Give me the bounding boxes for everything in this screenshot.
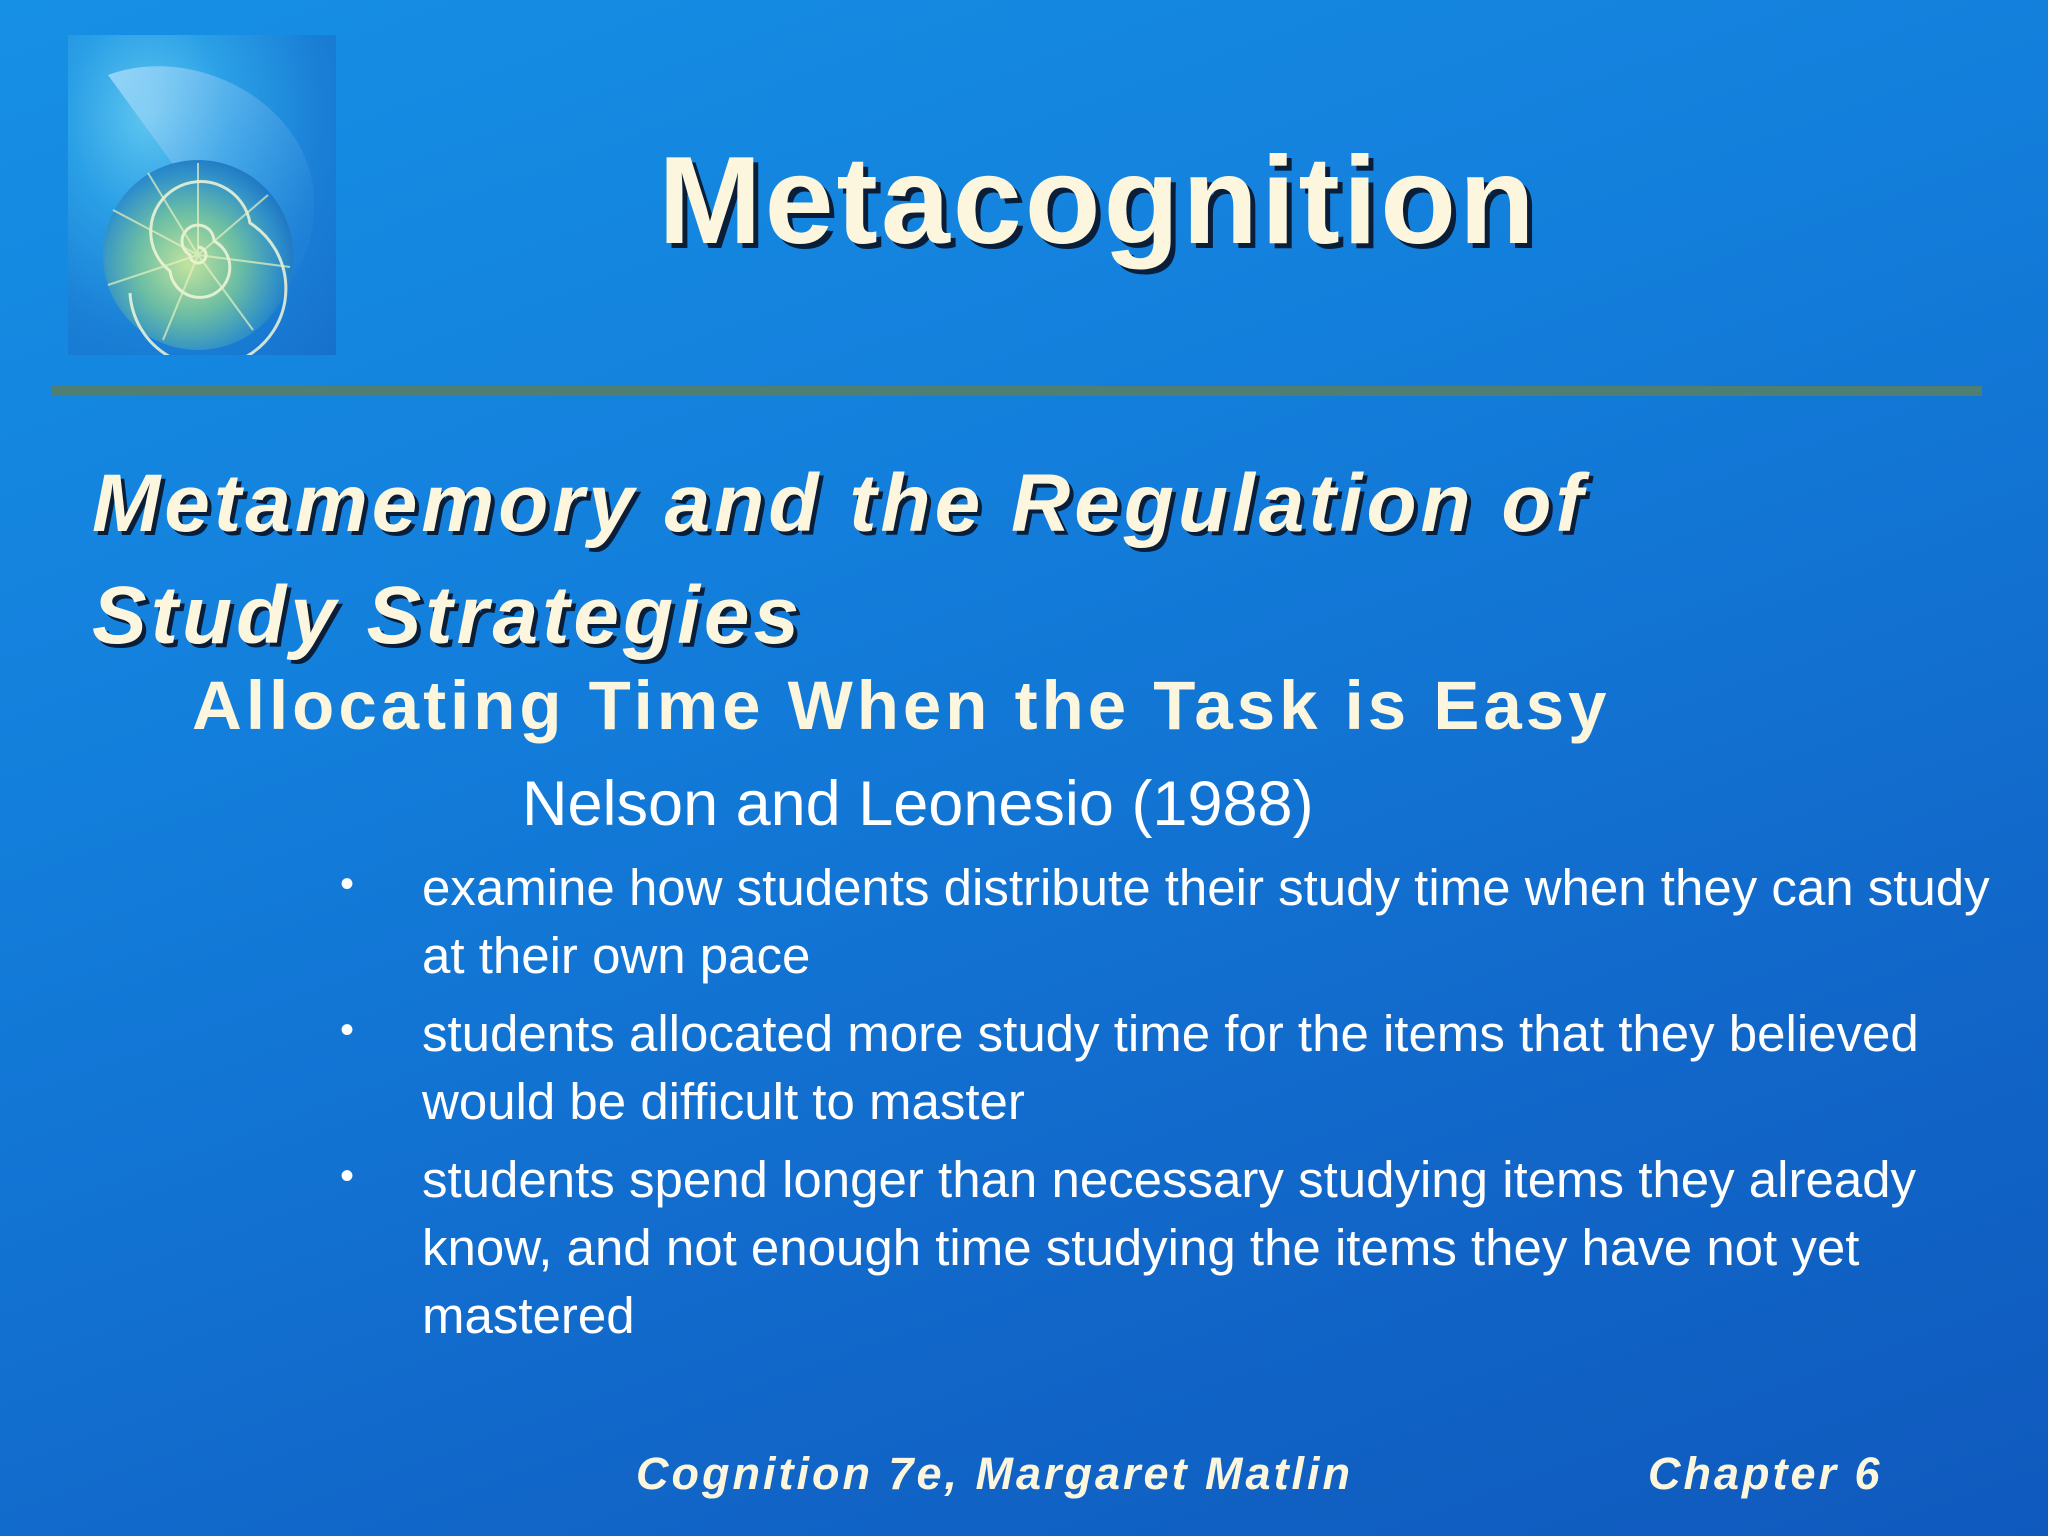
slide-title: Metacognition xyxy=(658,132,1538,270)
source-citation: Nelson and Leonesio (1988) xyxy=(522,769,1314,839)
bullet-list xyxy=(340,854,2000,1360)
slide-subtitle xyxy=(92,448,1972,672)
bullet-icon: • xyxy=(340,862,355,906)
bullet-text: examine how students distribute their study time when they can study at their own pace xyxy=(422,859,1990,984)
list-item xyxy=(340,1000,2000,1136)
list-item xyxy=(340,854,2000,990)
list-item xyxy=(340,1146,2000,1350)
subtitle-line-2: Study Strategies xyxy=(92,570,804,661)
section-heading: Allocating Time When the Task is Easy xyxy=(192,667,1611,744)
footer-chapter: Chapter 6 xyxy=(1648,1448,1883,1499)
footer-book-credit: Cognition 7e, Margaret Matlin xyxy=(636,1448,1354,1499)
bullet-icon: • xyxy=(340,1008,355,1052)
bullet-text: students spend longer than necessary studying items they already know, and not enough time studying the items they have not yet mastered xyxy=(422,1151,1917,1344)
title-divider xyxy=(52,386,1982,396)
bullet-text: students allocated more study time for the items that they believed would be difficult to master xyxy=(422,1005,1919,1130)
subtitle-line-1: Metamemory and the Regulation of xyxy=(92,458,1587,549)
bullet-icon: • xyxy=(340,1154,355,1198)
